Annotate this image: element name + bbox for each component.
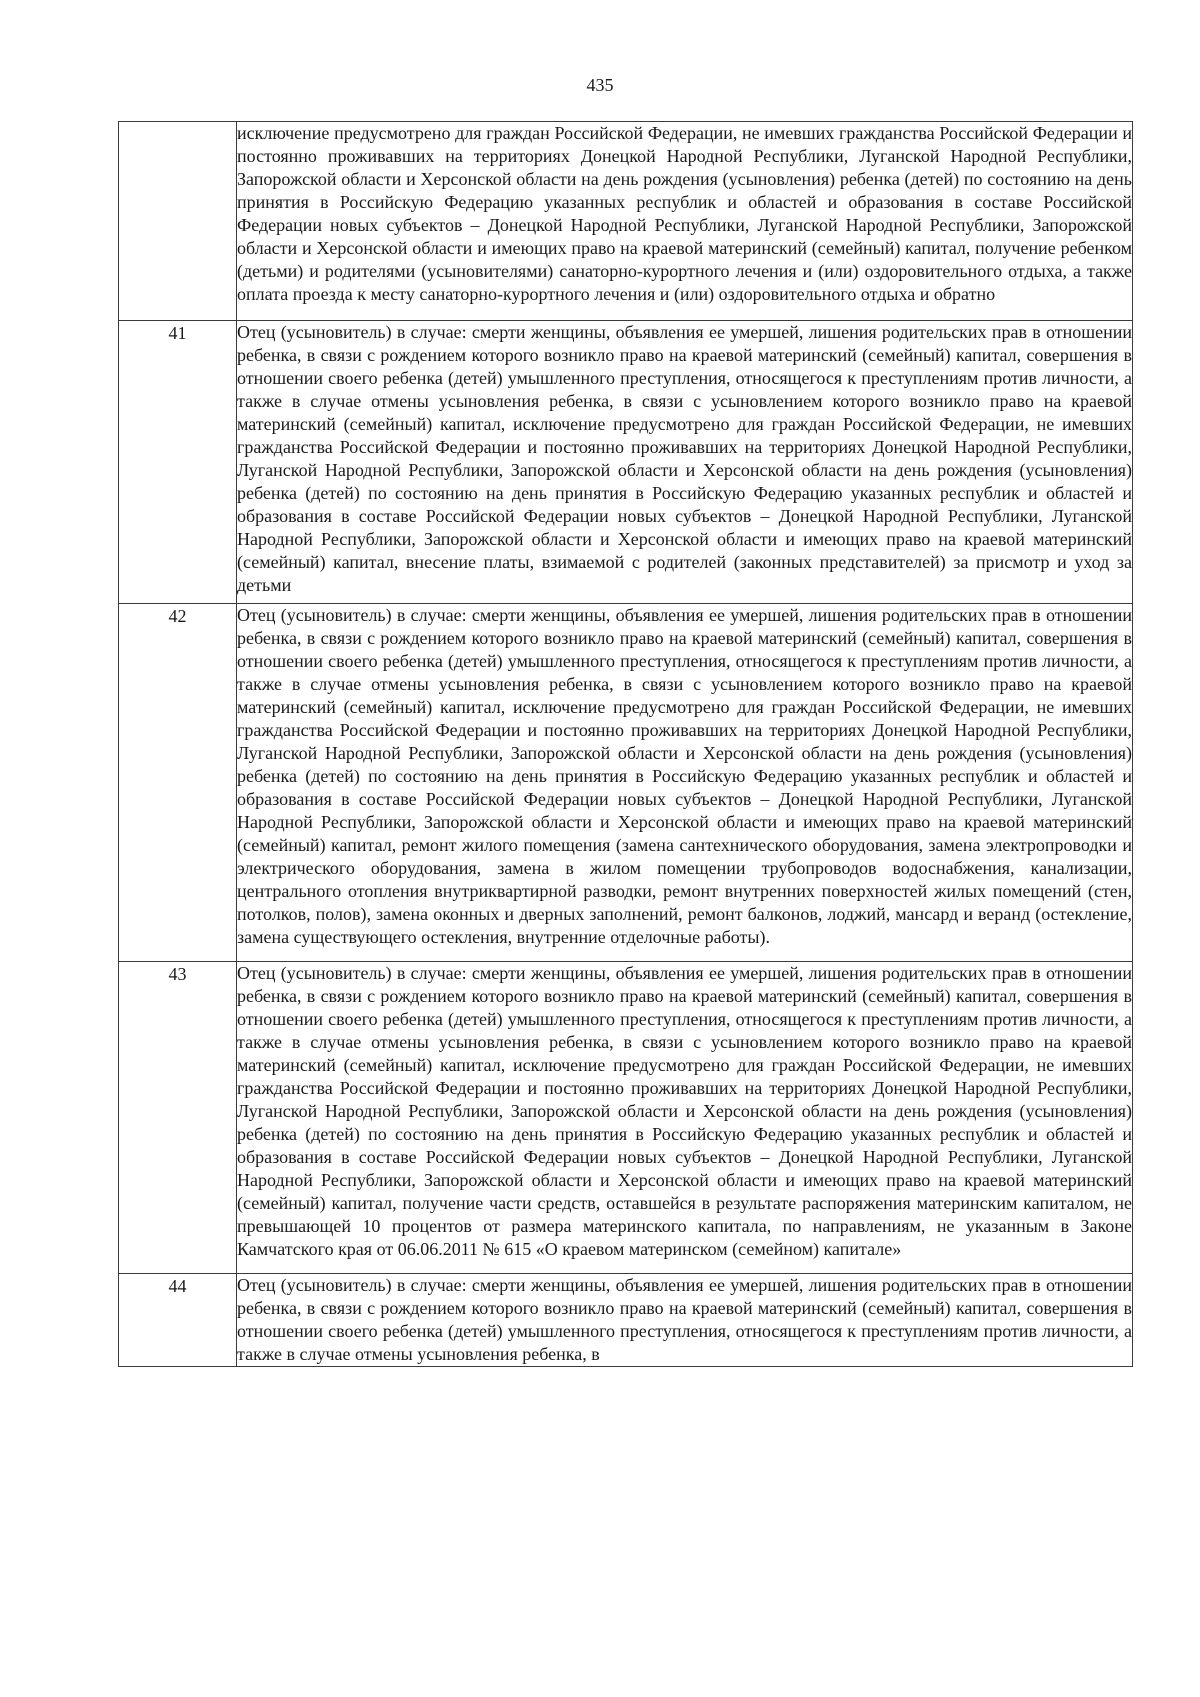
table-row bbox=[119, 122, 1133, 321]
row-number: 42 bbox=[168, 606, 187, 626]
row-number: 43 bbox=[168, 964, 187, 984]
row-number-cell bbox=[119, 1274, 237, 1367]
row-number-cell bbox=[119, 321, 237, 604]
row-text: исключение предусмотрено для граждан Российской Федерации, не имевших гражданства Российской Федерации и постоянно проживавших на территориях Донецкой Народной Республики, Луганской Народной Республики, Запорожской области и Херсонской области на день рождения (усыновления) ребенка (детей) по состоянию на день принятия в Российскую Федерацию указанных республик и областей и образования в составе Российской Федерации новых субъектов – Донецкой Народной Республики, Луганской Народной Республики, Запорожской области и Херсонской области и имеющих право на краевой материнский (семейный) капитал, получение ребенком (детьми) и родителями (усыновителями) санаторно-курортного лечения и (или) оздоровительного отдыха, а также оплата проезда к месту санаторно-курортного лечения и (или) оздоровительного отдыха и обратно bbox=[237, 122, 1133, 321]
table-row bbox=[119, 1274, 1133, 1367]
row-text: Отец (усыновитель) в случае: смерти женщины, объявления ее умершей, лишения родительских прав в отношении ребенка, в связи с рождением которого возникло право на краевой материнский (семейный) капитал, совершения в отношении своего ребенка (детей) умышленного преступления, относящегося к преступлениям против личности, а также в случае отмены усыновления ребенка, в связи с усыновлением которого возникло право на краевой материнский (семейный) капитал, исключение предусмотрено для граждан Российской Федерации, не имевших гражданства Российской Федерации и постоянно проживавших на территориях Донецкой Народной Республики, Луганской Народной Республики, Запорожской области и Херсонской области на день рождения (усыновления) ребенка (детей) по состоянию на день принятия в Российскую Федерацию указанных республик и областей и образования в составе Российской Федерации новых субъектов – Донецкой Народной Республики, Луганской Народной Республики, Запорожской области и Херсонской области и имеющих право на краевой материнский (семейный) капитал, ремонт жилого помещения (замена сантехнического оборудования, замена электропроводки и электрического оборудования, замена в жилом помещении трубопроводов водоснабжения, канализации, центрального отопления внутриквартирной разводки, ремонт внутренних поверхностей жилых помещений (стен, потолков, полов), замена оконных и дверных заполнений, ремонт балконов, лоджий, мансард и веранд (остекление, замена существующего остекления, внутренние отделочные работы). bbox=[237, 604, 1133, 962]
table-row bbox=[119, 321, 1133, 604]
row-number-cell bbox=[119, 604, 237, 962]
table-row bbox=[119, 604, 1133, 962]
page-number: 435 bbox=[586, 75, 614, 95]
row-number: 41 bbox=[168, 323, 187, 343]
row-text: Отец (усыновитель) в случае: смерти женщины, объявления ее умершей, лишения родительских прав в отношении ребенка, в связи с рождением которого возникло право на краевой материнский (семейный) капитал, совершения в отношении своего ребенка (детей) умышленного преступления, относящегося к преступлениям против личности, а также в случае отмены усыновления ребенка, в bbox=[237, 1274, 1133, 1367]
row-number: 44 bbox=[168, 1276, 187, 1296]
row-text: Отец (усыновитель) в случае: смерти женщины, объявления ее умершей, лишения родительских прав в отношении ребенка, в связи с рождением которого возникло право на краевой материнский (семейный) капитал, совершения в отношении своего ребенка (детей) умышленного преступления, относящегося к преступлениям против личности, а также в случае отмены усыновления ребенка, в связи с усыновлением которого возникло право на краевой материнский (семейный) капитал, исключение предусмотрено для граждан Российской Федерации, не имевших гражданства Российской Федерации и постоянно проживавших на территориях Донецкой Народной Республики, Луганской Народной Республики, Запорожской области и Херсонской области на день рождения (усыновления) ребенка (детей) по состоянию на день принятия в Российскую Федерацию указанных республик и областей и образования в составе Российской Федерации новых субъектов – Донецкой Народной Республики, Луганской Народной Республики, Запорожской области и Херсонской области и имеющих право на краевой материнский (семейный) капитал, получение части средств, оставшейся в результате распоряжения материнским капиталом, не превышающей 10 процентов от размера материнского капитала, по направлениям, не указанным в Законе Камчатского края от 06.06.2011 № 615 «О краевом материнском (семейном) капитале» bbox=[237, 962, 1133, 1274]
row-number bbox=[119, 122, 236, 123]
row-text: Отец (усыновитель) в случае: смерти женщины, объявления ее умершей, лишения родительских прав в отношении ребенка, в связи с рождением которого возникло право на краевой материнский (семейный) капитал, совершения в отношении своего ребенка (детей) умышленного преступления, относящегося к преступлениям против личности, а также в случае отмены усыновления ребенка, в связи с усыновлением которого возникло право на краевой материнский (семейный) капитал, исключение предусмотрено для граждан Российской Федерации, не имевших гражданства Российской Федерации и постоянно проживавших на территориях Донецкой Народной Республики, Луганской Народной Республики, Запорожской области и Херсонской области на день рождения (усыновления) ребенка (детей) по состоянию на день принятия в Российскую Федерацию указанных республик и областей и образования в составе Российской Федерации новых субъектов – Донецкой Народной Республики, Луганской Народной Республики, Запорожской области и Херсонской области и имеющих право на краевой материнский (семейный) капитал, внесение платы, взимаемой с родителей (законных представителей) за присмотр и уход за детьми bbox=[237, 321, 1133, 604]
table-row bbox=[119, 962, 1133, 1274]
row-number-cell bbox=[119, 122, 237, 321]
row-number-cell bbox=[119, 962, 237, 1274]
document-table bbox=[118, 121, 1133, 1367]
